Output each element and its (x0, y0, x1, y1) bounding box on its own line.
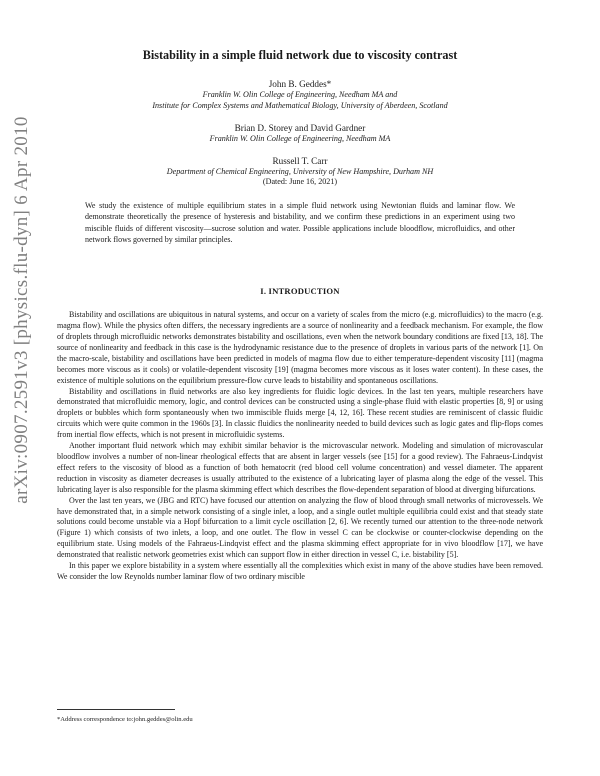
arxiv-stamp (7, 0, 37, 776)
body-paragraph: Another important fluid network which may exhibit similar behavior is the microvascular network. Modeling and simulation of microvascular bloodflow involves a number of non-linear rheological effects that are absent in larger vessels (see [15] for a good review). The Fahraeus-Lindqvist effect refers to the viscosity of blood as a function of both hematocrit (red blood cell volume concentration) and vessel diameter. The apparent reduction in viscosity as diameter decreases is usually attributed to the existence of a lubricating layer of plasma along the edge of the vessel. This lubricating layer is also responsible for the plasma skimming effect which describes the flow-dependent separation of blood at diverging bifurcations. (57, 441, 543, 494)
arxiv-id: arXiv:0907.2591v3 [physics.flu-dyn] 6 Apr 2010 (11, 116, 32, 504)
body-paragraph: Bistability and oscillations are ubiquitous in natural systems, and occur on a variety of scales from the micro (e.g. microfluidics) to the macro (e.g. magma flow). While the physics often differs, the necessary ingredients are a source of nonlinearity and a feedback mechanism. For example, the flow of droplets through microfluidic networks demonstrates bistability and oscillations, even when the network boundary conditions are fixed [13, 18]. The source of nonlinearity and feedback in this case is the hydrodynamic resistance due to the presence of droplets in various parts of the network [1]. On the macro-scale, bistability and oscillations have been predicted in models of magma flow due to either temperature-dependent viscosity [11] (magma becomes more viscous as it cools) or volatile-dependent viscosity [19] (magma becomes more viscous as it loses water content). In these cases, the existence of multiple solutions on the equilibrium pressure-flow curve leads to bistability and spontaneous oscillations. (57, 310, 543, 385)
author-block-1 (57, 79, 543, 111)
author-name: John B. Geddes* (268, 79, 332, 89)
affiliation: Franklin W. Olin College of Engineering, Needham MA and (202, 90, 398, 99)
footnote: *Address correspondence to:john.geddes@olin.edu (57, 716, 193, 723)
body-paragraph: In this paper we explore bistability in a system where essentially all the complexities which exist in many of the above studies have been removed. We consider the low Reynolds number laminar flow of two ordinary miscible (57, 561, 543, 581)
body-paragraph: Over the last ten years, we (JBG and RTC) have focused our attention on analyzing the flow of blood through small networks of microvessels. We have demonstrated that, in a simple network consisting of a single inlet, a loop, and a single outlet multiple equilibria could exist and that steady state solutions could become unstable via a Hopf bifurcation to a limit cycle oscillation [2, 6]. We recently turned our attention to the three-node network (Figure 1) which consists of two inlets, a loop, and one outlet. The flow in vessel C can be clockwise or counter-clockwise depending on the equilibrium state. Using models of the Fahraeus-Lindqvist effect and the plasma skimming effect appropriate for in vivo bloodflow [17], we have demonstrated that realistic network geometries exist which can support flow in either direction in vessel C, i.e. bistability [5]. (57, 495, 543, 560)
affiliation: Institute for Complex Systems and Mathematical Biology, University of Aberdeen, Scotland (152, 101, 448, 110)
section-heading: I. INTRODUCTION (260, 286, 340, 297)
paper-page (57, 48, 543, 583)
paper-body (57, 310, 543, 583)
author-name: Russell T. Carr (272, 156, 328, 166)
author-name: Brian D. Storey and David Gardner (234, 123, 366, 133)
footnote-rule (57, 709, 175, 710)
affiliation: Department of Chemical Engineering, University of New Hampshire, Durham NH (166, 167, 434, 176)
paper-title: Bistability in a simple fluid network due to viscosity contrast (142, 48, 458, 62)
dated: (Dated: June 16, 2021) (262, 177, 338, 186)
body-paragraph: Bistability and oscillations in fluid networks are also key ingredients for fluidic logic devices. In the last ten years, multiple researchers have demonstrated that microfluidic memory, logic, and control devices can be constructed using a single-phase fluid with elastic properties [8, 9] or using droplets or bubbles which form spontaneously when two immiscible fluids merge [4, 12, 16]. These recent studies are reminiscent of classic fluidic circuits which were quite common in the 1960s [3]. In classic fluidics the nonlinearity needed to build devices such as logic gates and flip-flops comes from inertial flow effects, which is not present in microfluidic systems. (57, 386, 543, 440)
author-block-2 (57, 123, 543, 144)
author-block-3 (57, 156, 543, 186)
abstract: We study the existence of multiple equilibrium states in a simple fluid network using Newtonian fluids and laminar flow. We demonstrate theoretically the presence of hysteresis and bistability, and we confirm these predictions in an experiment using two miscible fluids of different viscosity—sucrose solution and water. Possible applications include bloodflow, microfluidics, and other network flows governed by similar principles. (85, 201, 515, 244)
affiliation: Franklin W. Olin College of Engineering, Needham MA (209, 134, 391, 143)
